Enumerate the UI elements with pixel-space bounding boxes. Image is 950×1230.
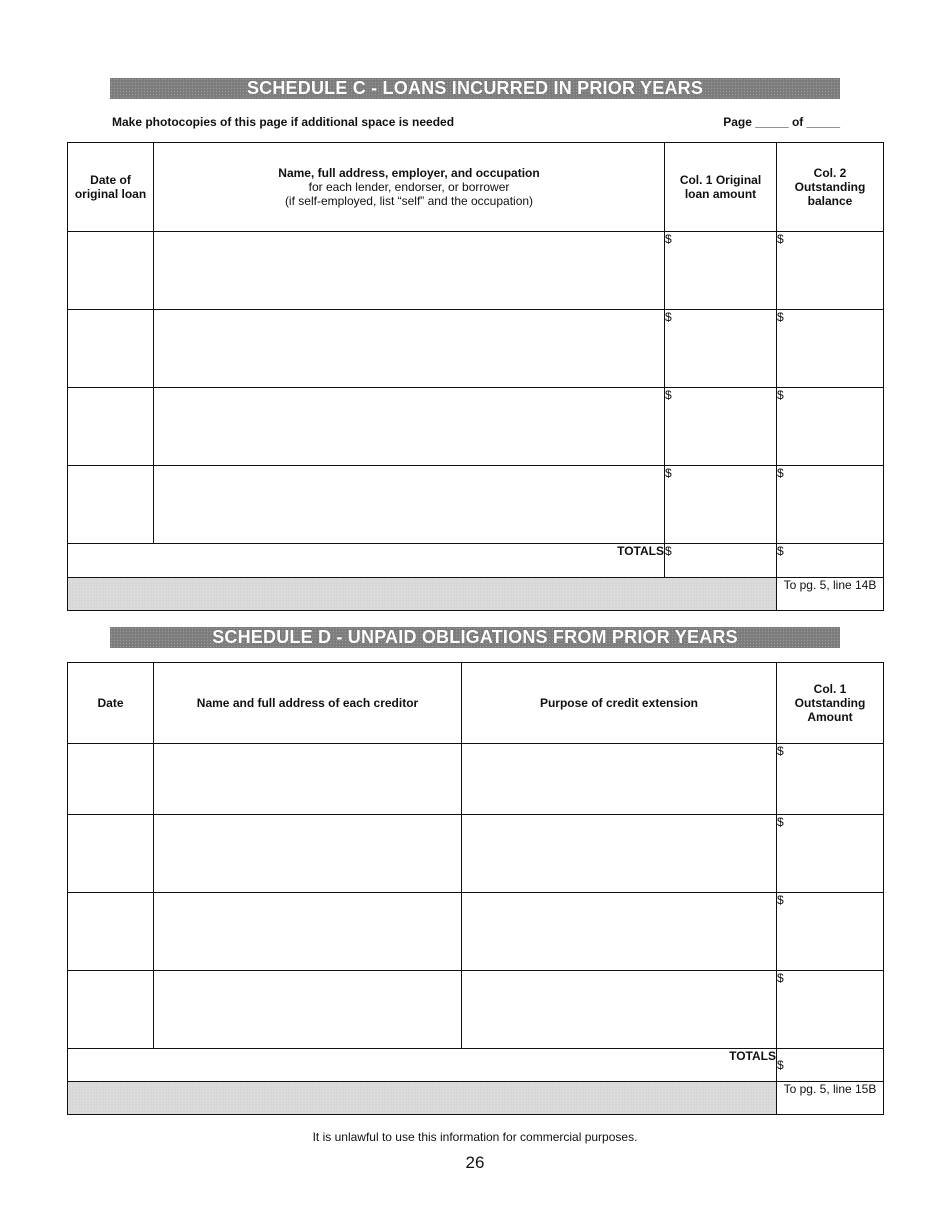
totals-label: TOTALS — [68, 1049, 777, 1082]
lender-info-cell[interactable] — [154, 466, 665, 544]
outstanding-balance-cell[interactable]: $ — [777, 388, 884, 466]
table-row — [68, 971, 884, 1049]
header-col2-outstanding-balance: Col. 2 Outstanding balance — [777, 143, 884, 232]
schedule-c-table — [67, 142, 884, 611]
table-row — [68, 744, 884, 815]
commercial-use-notice: It is unlawful to use this information for commercial purposes. — [312, 1130, 638, 1144]
schedule-d-table — [67, 662, 884, 1115]
creditor-cell[interactable] — [154, 815, 462, 893]
page-of-field[interactable]: Page _____ of _____ — [723, 115, 840, 129]
lender-info-cell[interactable] — [154, 310, 665, 388]
carry-to-line: To pg. 5, line 15B — [777, 1082, 884, 1115]
table-row — [68, 815, 884, 893]
totals-row — [68, 1049, 884, 1082]
carry-to-line: To pg. 5, line 14B — [777, 578, 884, 611]
purpose-cell[interactable] — [462, 744, 777, 815]
shaded-area — [68, 578, 777, 611]
date-cell[interactable] — [68, 466, 154, 544]
original-amount-cell[interactable]: $ — [665, 466, 777, 544]
date-cell[interactable] — [68, 388, 154, 466]
header-date: Date — [68, 663, 154, 744]
date-cell[interactable] — [68, 971, 154, 1049]
date-cell[interactable] — [68, 893, 154, 971]
purpose-cell[interactable] — [462, 815, 777, 893]
schedule-c-header-row — [68, 143, 884, 232]
totals-label: TOTALS — [68, 544, 665, 578]
purpose-cell[interactable] — [462, 893, 777, 971]
original-amount-cell[interactable]: $ — [665, 232, 777, 310]
carry-forward-row — [68, 1082, 884, 1115]
creditor-cell[interactable] — [154, 971, 462, 1049]
total-original-amount-cell[interactable]: $ — [665, 544, 777, 578]
totals-row — [68, 544, 884, 578]
schedule-c-subline — [112, 114, 840, 130]
schedule-c-title: SCHEDULE C - LOANS INCURRED IN PRIOR YEARS — [110, 78, 840, 99]
table-row — [68, 893, 884, 971]
header-creditor: Name and full address of each creditor — [154, 663, 462, 744]
outstanding-amount-cell[interactable]: $ — [777, 744, 884, 815]
outstanding-amount-cell[interactable]: $ — [777, 893, 884, 971]
table-row — [68, 466, 884, 544]
outstanding-amount-cell[interactable]: $ — [777, 971, 884, 1049]
photocopy-instruction: Make photocopies of this page if additional space is needed — [112, 115, 455, 129]
creditor-cell[interactable] — [154, 893, 462, 971]
outstanding-balance-cell[interactable]: $ — [777, 310, 884, 388]
page-number: 26 — [465, 1153, 485, 1172]
carry-forward-row — [68, 578, 884, 611]
header-lender-info: Name, full address, employer, and occupation for each lender, endorser, or borrower (if self-employed, list “self” and the occupation) — [154, 143, 665, 232]
date-cell[interactable] — [68, 232, 154, 310]
header-purpose: Purpose of credit extension — [462, 663, 777, 744]
table-row — [68, 310, 884, 388]
date-cell[interactable] — [68, 744, 154, 815]
table-row — [68, 232, 884, 310]
total-outstanding-amount-cell[interactable]: $ — [777, 1049, 884, 1082]
lender-info-cell[interactable] — [154, 388, 665, 466]
schedule-d-title: SCHEDULE D - UNPAID OBLIGATIONS FROM PRIOR YEARS — [110, 627, 840, 648]
lender-info-cell[interactable] — [154, 232, 665, 310]
schedule-d-header-row — [68, 663, 884, 744]
original-amount-cell[interactable]: $ — [665, 310, 777, 388]
date-cell[interactable] — [68, 815, 154, 893]
creditor-cell[interactable] — [154, 744, 462, 815]
outstanding-amount-cell[interactable]: $ — [777, 815, 884, 893]
purpose-cell[interactable] — [462, 971, 777, 1049]
original-amount-cell[interactable]: $ — [665, 388, 777, 466]
header-col1-original-loan-amount: Col. 1 Original loan amount — [665, 143, 777, 232]
shaded-area — [68, 1082, 777, 1115]
outstanding-balance-cell[interactable]: $ — [777, 232, 884, 310]
date-cell[interactable] — [68, 310, 154, 388]
header-date-of-original-loan: Date of original loan — [68, 143, 154, 232]
header-col1-outstanding-amount: Col. 1 Outstanding Amount — [777, 663, 884, 744]
total-outstanding-balance-cell[interactable]: $ — [777, 544, 884, 578]
outstanding-balance-cell[interactable]: $ — [777, 466, 884, 544]
table-row — [68, 388, 884, 466]
